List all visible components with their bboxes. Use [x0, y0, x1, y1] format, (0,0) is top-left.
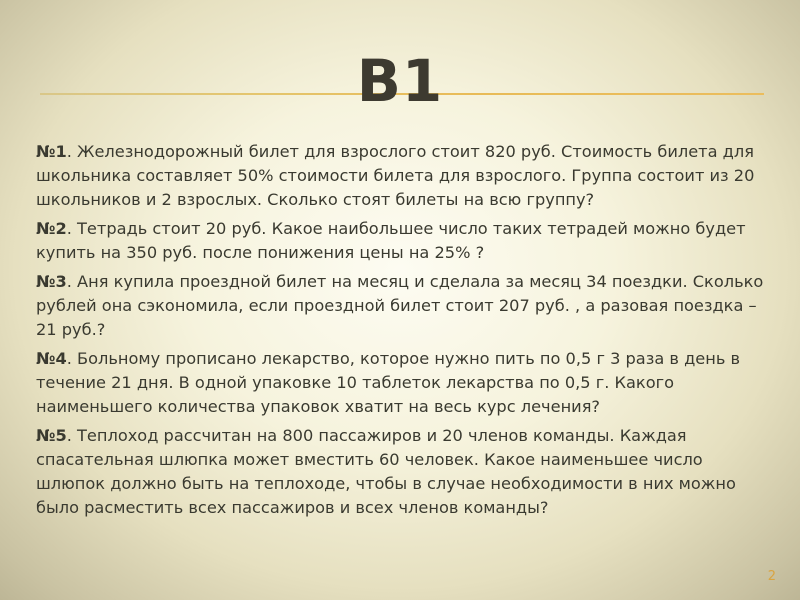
problem-text: . Аня купила проездной билет на месяц и сделала за месяц 34 поездки. Сколько рублей она сэкономила, если проездной билет стоит 207 руб. , а разовая поездка – 21 руб.?: [36, 272, 764, 339]
problem-list: [36, 140, 776, 525]
problem-3: [36, 270, 776, 342]
problem-number: №5: [36, 426, 67, 445]
problem-number: №4: [36, 349, 67, 368]
slide-title: В1: [356, 47, 444, 115]
problem-5: [36, 424, 776, 520]
problem-text: . Тетрадь стоит 20 руб. Какое наибольшее число таких тетрадей можно будет купить на 350 руб. после понижения цены на 25% ?: [36, 219, 746, 262]
problem-text: . Железнодорожный билет для взрослого стоит 820 руб. Стоимость билета для школьника составляет 50% стоимости билета для взрослого. Группа состоит из 20 школьников и 2 взрослых. Сколько стоят билеты на всю группу?: [36, 142, 755, 209]
problem-text: . Теплоход рассчитан на 800 пассажиров и 20 членов команды. Каждая спасательная шлюпка может вместить 60 человек. Какое наименьшее число шлюпок должно быть на теплоходе, чтобы в случае необходимости в них можно было расместить всех пассажиров и всех членов команды?: [36, 426, 736, 517]
problem-2: [36, 217, 776, 265]
problem-number: №1: [36, 142, 67, 161]
page-number: 2: [767, 569, 776, 584]
problem-1: [36, 140, 776, 212]
problem-4: [36, 347, 776, 419]
problem-text: . Больному прописано лекарство, которое нужно пить по 0,5 г 3 раза в день в течение 21 дня. В одной упаковке 10 таблеток лекарства по 0,5 г. Какого наименьшего количества упаковок хватит на весь курс лечения?: [36, 349, 741, 416]
problem-number: №2: [36, 219, 67, 238]
problem-number: №3: [36, 272, 67, 291]
